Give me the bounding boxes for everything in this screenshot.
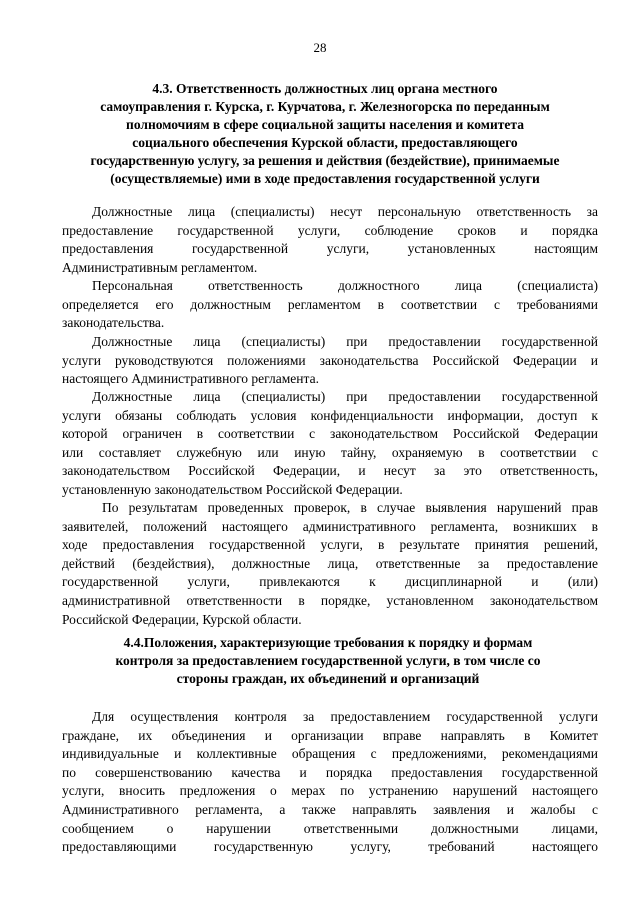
text-line: Административным регламентом. bbox=[62, 259, 258, 275]
paragraph-guidance bbox=[62, 333, 598, 389]
title-line: стороны граждан, их объединений и организаций bbox=[176, 671, 480, 686]
paragraph-confidentiality bbox=[62, 388, 598, 500]
text-line: Для осуществления контроля за предоставлением государственной услуги bbox=[92, 709, 598, 724]
text-line: предоставляющими государственную услугу, требований настоящего bbox=[62, 839, 598, 855]
title-line: государственную услугу, за решения и действия (бездействие), принимаемые bbox=[90, 153, 560, 168]
title-line: полномочиям в сфере социальной защиты населения и комитета bbox=[126, 117, 524, 132]
text-line: которой ограничен в соответствии с законодательством Российской Федерации bbox=[62, 426, 598, 442]
title-line: 4.4.Положения, характеризующие требования к порядку и формам bbox=[123, 635, 533, 650]
text-line: Должностные лица (специалисты) несут персональную ответственность за bbox=[92, 204, 598, 219]
text-line: действий (бездействия), должностные лица, ответственные за предоставление bbox=[62, 555, 598, 571]
title-line: самоуправления г. Курска, г. Курчатова, г. Железногорска по переданным bbox=[100, 99, 550, 114]
paragraph-personal-responsibility bbox=[62, 277, 598, 333]
text-line: заявителей, положений настоящего административного регламента, возникших в bbox=[62, 518, 598, 534]
text-line: или составляет служебную или иную тайну, охраняемую в соответствии с bbox=[62, 444, 598, 460]
text-line: Российской Федерации, Курской области. bbox=[62, 611, 302, 627]
paragraph-responsibility bbox=[62, 203, 598, 277]
text-line: по совершенствованию качества и порядка предоставления государственной bbox=[62, 764, 598, 780]
text-line: законодательства. bbox=[62, 315, 165, 331]
text-line: настоящего Административного регламента. bbox=[62, 371, 319, 387]
text-line: предоставление государственной услуги, соблюдение сроков и порядка bbox=[62, 222, 598, 238]
section-4-4-title bbox=[78, 634, 578, 688]
title-line: контроля за предоставлением государственной услуги, в том числе со bbox=[115, 653, 541, 668]
text-line: услуги руководствуются положениями законодательства Российской Федерации и bbox=[62, 352, 598, 368]
text-line: определяется его должностным регламентом в соответствии с требованиями bbox=[62, 296, 598, 312]
page-number: 28 bbox=[313, 40, 327, 55]
text-line: По результатам проведенных проверок, в случае выявления нарушений прав bbox=[102, 500, 598, 515]
title-line: 4.3. Ответственность должностных лиц органа местного bbox=[152, 81, 498, 96]
title-line: социального обеспечения Курской области, предоставляющего bbox=[132, 135, 518, 150]
text-line: административной ответственности в порядке, установленном законодательством bbox=[62, 592, 598, 608]
text-line: граждане, их объединения и организации вправе направлять в Комитет bbox=[62, 727, 598, 743]
text-line: предоставления государственной услуги, установленных настоящим bbox=[62, 241, 598, 257]
text-line: Персональная ответственность должностного лица (специалиста) bbox=[92, 278, 598, 293]
text-line: индивидуальные и коллективные обращения с предложениями, рекомендациями bbox=[62, 746, 598, 762]
text-line: ходе предоставления государственной услуги, в результате принятия решений, bbox=[62, 537, 598, 553]
text-line: установленную законодательством Российской Федерации. bbox=[62, 481, 403, 497]
text-line: Административного регламента, а также направлять заявления и жалобы с bbox=[62, 801, 598, 817]
text-line: Должностные лица (специалисты) при предоставлении государственной bbox=[92, 389, 598, 404]
title-line: (осуществляемые) ими в ходе предоставления государственной услуги bbox=[110, 171, 540, 186]
text-line: сообщением о нарушении ответственными должностными лицами, bbox=[62, 820, 598, 836]
paragraph-citizen-control bbox=[62, 708, 598, 857]
section-4-3-title bbox=[60, 80, 590, 188]
text-line: государственной услуги, привлекаются к дисциплинарной и (или) bbox=[62, 574, 598, 590]
text-line: законодательством Российской Федерации, и несут за это ответственность, bbox=[62, 463, 598, 479]
text-line: услуги обязаны соблюдать условия конфиденциальности информации, доступ к bbox=[62, 407, 598, 423]
paragraph-inspection-results bbox=[62, 499, 598, 629]
text-line: Должностные лица (специалисты) при предоставлении государственной bbox=[92, 334, 598, 349]
text-line: услуги, вносить предложения о мерах по устранению нарушений настоящего bbox=[62, 783, 598, 799]
